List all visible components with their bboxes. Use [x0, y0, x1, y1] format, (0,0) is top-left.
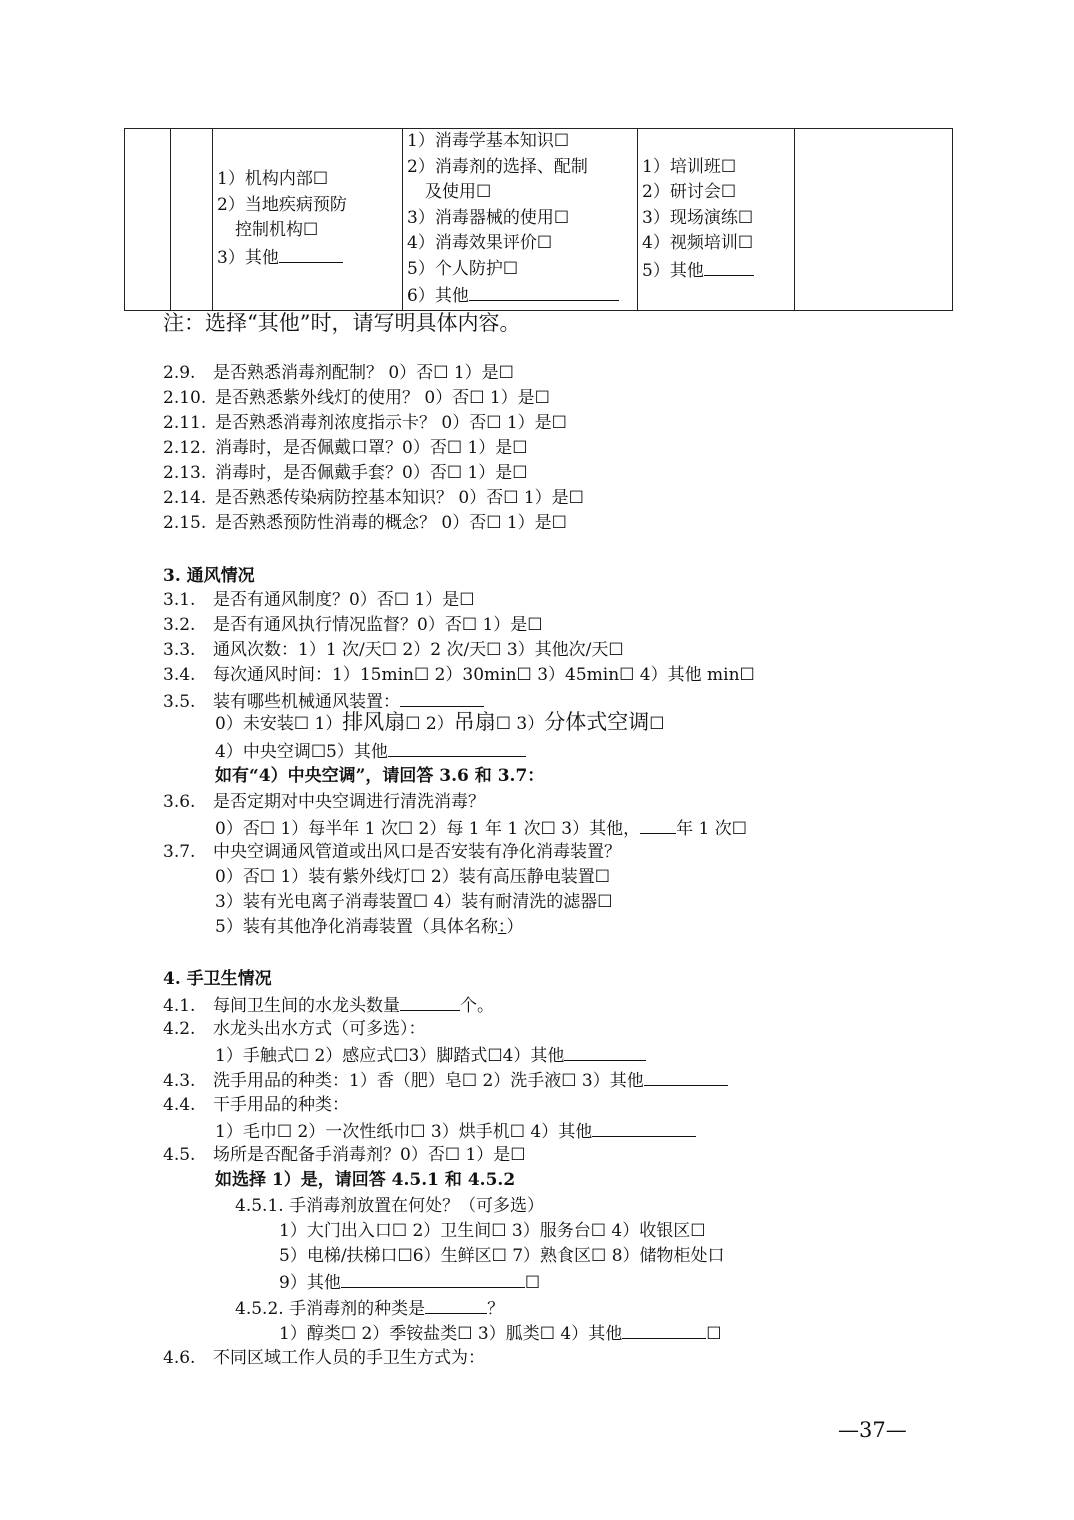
question-text: 是否有通风执行情况监督？0）否☐ 1）是☐: [213, 615, 543, 635]
question-number: 3.1.: [163, 590, 196, 610]
question-4-5: [163, 1143, 526, 1168]
question-2-10: [163, 386, 550, 411]
question-2-13: [163, 461, 528, 486]
blank-line: [400, 688, 484, 707]
option-text: 4）中央空调☐5）其他: [215, 742, 388, 762]
question-text: 场所是否配备手消毒剂？0）否☐ 1）是☐: [213, 1145, 526, 1165]
table-cell-line: 1）培训班☐: [642, 156, 737, 177]
question-3-3: [163, 638, 624, 663]
question-3-6: [163, 790, 485, 815]
question-4-5-1: 4.5.1. 手消毒剂放置在何处？（可多选）: [235, 1196, 545, 1216]
table-cell-line: 4）消毒效果评价☐: [407, 233, 553, 253]
question-text: 是否熟悉紫外线灯的使用？ 0）否☐ 1）是☐: [215, 388, 550, 408]
question-text: 洗手用品的种类：1）香（肥）皂☐ 2）洗手液☐ 3）其他: [213, 1071, 644, 1091]
blank-line: [425, 1295, 487, 1314]
option-text: 1）手触式☐ 2）感应式☐3）脚踏式☐4）其他: [215, 1046, 565, 1066]
question-4-3: [163, 1067, 728, 1094]
option-text: 吊扇: [453, 710, 496, 734]
question-text: 是否熟悉消毒剂配制？ 0）否☐ 1）是☐: [213, 363, 514, 383]
question-text: 消毒时，是否佩戴口罩？0）否☐ 1）是☐: [215, 438, 528, 458]
question-text: 水龙头出水方式（可多选）：: [213, 1019, 426, 1039]
option-text: 年 1 次☐: [676, 819, 747, 839]
table-cell-line: [217, 244, 398, 272]
question-number: 4.5.: [163, 1145, 196, 1165]
question-3-5-options-2: [215, 738, 526, 765]
table-cell-format: [638, 129, 795, 311]
question-3-5-options: [215, 710, 664, 737]
question-number: 3.7.: [163, 842, 196, 862]
question-4-5-1-options-1: 1）大门出入口☐ 2）卫生间☐ 3）服务台☐ 4）收银区☐: [279, 1221, 706, 1241]
table-cell-line: 控制机构☐: [235, 220, 319, 241]
table-cell-line: 3）消毒器械的使用☐: [407, 207, 570, 228]
question-text: 4.5.2. 手消毒剂的种类是: [235, 1299, 426, 1319]
question-text: 不同区域工作人员的手卫生方式为：: [213, 1348, 485, 1368]
table-cell-line: 及使用☐: [425, 182, 492, 202]
question-number: 4.4.: [163, 1095, 196, 1115]
question-number: 2.13.: [163, 463, 207, 483]
option-text: ）: [506, 917, 524, 937]
question-4-5-1-options-2: 5）电梯/扶梯口☐6）生鲜区☐ 7）熟食区☐ 8）储物柜处口: [279, 1246, 725, 1266]
table-cell-empty: [125, 129, 171, 311]
question-text: 是否熟悉传染病防控基本知识？ 0）否☐ 1）是☐: [215, 488, 584, 508]
question-2-9: [163, 361, 514, 386]
question-number: 2.12.: [163, 438, 207, 458]
blank-line: [644, 1067, 728, 1086]
question-number: 3.6.: [163, 792, 196, 812]
option-text: 1）毛巾☐ 2）一次性纸巾☐ 3）烘手机☐ 4）其他: [215, 1122, 593, 1142]
blank-line: [640, 815, 676, 834]
question-4-2-options: [215, 1042, 646, 1069]
question-2-15: [163, 511, 567, 536]
question-text: 中央空调通风管道或出风口是否安装有净化消毒装置？: [213, 842, 621, 862]
blank-line: [704, 257, 754, 276]
question-number: 3.4.: [163, 665, 196, 685]
question-text: 每次通风时间：1）15min☐ 2）30min☐ 3）45min☐ 4）其他 min☐: [213, 665, 755, 685]
question-text: 装有哪些机械通风装置：: [213, 692, 400, 712]
question-text: 通风次数：1）1 次/天☐ 2）2 次/天☐ 3）其他次/天☐: [213, 640, 624, 660]
table-cell-line: 2）当地疾病预防: [217, 194, 347, 215]
option-text: 0）未安装☐ 1）: [215, 714, 343, 734]
question-4-6: [163, 1346, 485, 1371]
table-cell-content: [403, 129, 638, 311]
question-number: 2.9.: [163, 363, 196, 383]
question-number: 4.1.: [163, 996, 196, 1016]
blank-line: [341, 1269, 525, 1288]
question-number: 3.2.: [163, 615, 196, 635]
instruction-note: 如有“4）中央空调”，请回答 3.6 和 3.7：: [215, 766, 545, 786]
question-text: 是否有通风制度？0）否☐ 1）是☐: [213, 590, 475, 610]
table-cell-text: 3）其他: [217, 247, 279, 268]
option-text: 0）否☐ 1）每半年 1 次☐ 2）每 1 年 1 次☐ 3）其他，: [215, 819, 641, 839]
question-4-5-2-options: [279, 1320, 721, 1347]
question-4-4: [163, 1093, 349, 1118]
table-cell-empty: [795, 129, 953, 311]
table-cell-line: 4）视频培训☐: [642, 233, 754, 253]
table-cell-line: 5）个人防护☐: [407, 258, 519, 279]
question-text: 是否熟悉预防性消毒的概念？ 0）否☐ 1）是☐: [215, 513, 567, 533]
question-number: 4.3.: [163, 1071, 196, 1091]
option-text: ☐ 2）: [405, 714, 454, 734]
table-cell-line: 2）研讨会☐: [642, 182, 737, 202]
question-3-7-options-3: [215, 915, 523, 940]
blank-line: [622, 1320, 706, 1339]
question-3-2: [163, 613, 543, 638]
table-row: [125, 129, 953, 311]
option-text: 5）装有其他净化消毒装置（具体名称: [215, 917, 498, 937]
question-text: 是否定期对中央空调进行清洗消毒？: [213, 792, 485, 812]
option-text: 1）醇类☐ 2）季铵盐类☐ 3）胍类☐ 4）其他: [279, 1324, 623, 1344]
question-4-4-options: [215, 1118, 696, 1145]
question-text: 消毒时，是否佩戴手套？0）否☐ 1）是☐: [215, 463, 528, 483]
blank-line: [564, 1042, 646, 1061]
option-text: 9）其他: [279, 1273, 341, 1293]
blank-line: [469, 282, 619, 301]
option-text: ☐ 3）: [495, 714, 545, 734]
question-3-7: [163, 840, 621, 865]
question-text: 个。: [460, 996, 494, 1016]
question-number: 3.5.: [163, 692, 196, 712]
table-cell-source: [213, 129, 403, 311]
question-2-11: [163, 411, 567, 436]
question-number: 2.15.: [163, 513, 207, 533]
table-cell-line: 1）消毒学基本知识☐: [407, 131, 570, 151]
blank-line: [279, 244, 343, 263]
table-cell-line: 1）机构内部☐: [217, 169, 329, 190]
question-text: 干手用品的种类：: [213, 1095, 349, 1115]
question-number: 2.10.: [163, 388, 207, 408]
table-cell-line: 3）现场演练☐: [642, 207, 754, 228]
question-text: 每间卫生间的水龙头数量: [213, 996, 400, 1016]
training-table: [124, 128, 953, 311]
question-4-1: [163, 992, 494, 1019]
instruction-note: 如选择 1）是，请回答 4.5.1 和 4.5.2: [215, 1170, 516, 1190]
question-text: ？: [487, 1299, 505, 1319]
question-4-5-2: [235, 1295, 504, 1322]
question-3-7-options-1: 0）否☐ 1）装有紫外线灯☐ 2）装有高压静电装置☐: [215, 867, 610, 887]
table-cell-text: 5）其他: [642, 260, 704, 281]
question-number: 2.14.: [163, 488, 207, 508]
page-number: —37—: [838, 1418, 907, 1442]
question-4-5-1-options-3: [279, 1269, 540, 1296]
table-cell-empty: [171, 129, 213, 311]
question-number: 3.3.: [163, 640, 196, 660]
option-text: ☐: [706, 1324, 722, 1344]
question-3-1: [163, 588, 475, 613]
section-4-heading: 4. 手卫生情况: [163, 969, 272, 989]
question-3-7-options-2: 3）装有光电离子消毒装置☐ 4）装有耐清洗的滤器☐: [215, 892, 613, 912]
blank-line: [388, 738, 526, 757]
question-2-12: [163, 436, 528, 461]
question-number: 4.6.: [163, 1348, 196, 1368]
table-cell-line: [642, 257, 790, 285]
question-number: 4.2.: [163, 1019, 196, 1039]
table-note: 注：选择“其他”时，请写明具体内容。: [163, 311, 521, 335]
question-number: 2.11.: [163, 413, 207, 433]
option-text: ☐: [649, 714, 665, 734]
blank-line: [592, 1118, 696, 1137]
table-cell-text: 6）其他: [407, 286, 469, 306]
table-cell-line: [407, 282, 633, 310]
question-4-2: [163, 1017, 426, 1042]
blank-line: [400, 992, 460, 1011]
option-text: ：: [497, 917, 507, 937]
option-text: 排风扇: [342, 710, 406, 734]
question-3-4: [163, 663, 755, 688]
option-text: 分体式空调: [544, 710, 650, 734]
option-text: ☐: [524, 1273, 541, 1293]
section-3-heading: 3. 通风情况: [163, 566, 255, 586]
question-2-14: [163, 486, 584, 511]
question-3-6-options: [215, 815, 747, 842]
question-text: 是否熟悉消毒剂浓度指示卡？ 0）否☐ 1）是☐: [215, 413, 567, 433]
table-cell-line: 2）消毒剂的选择、配制: [407, 156, 588, 177]
